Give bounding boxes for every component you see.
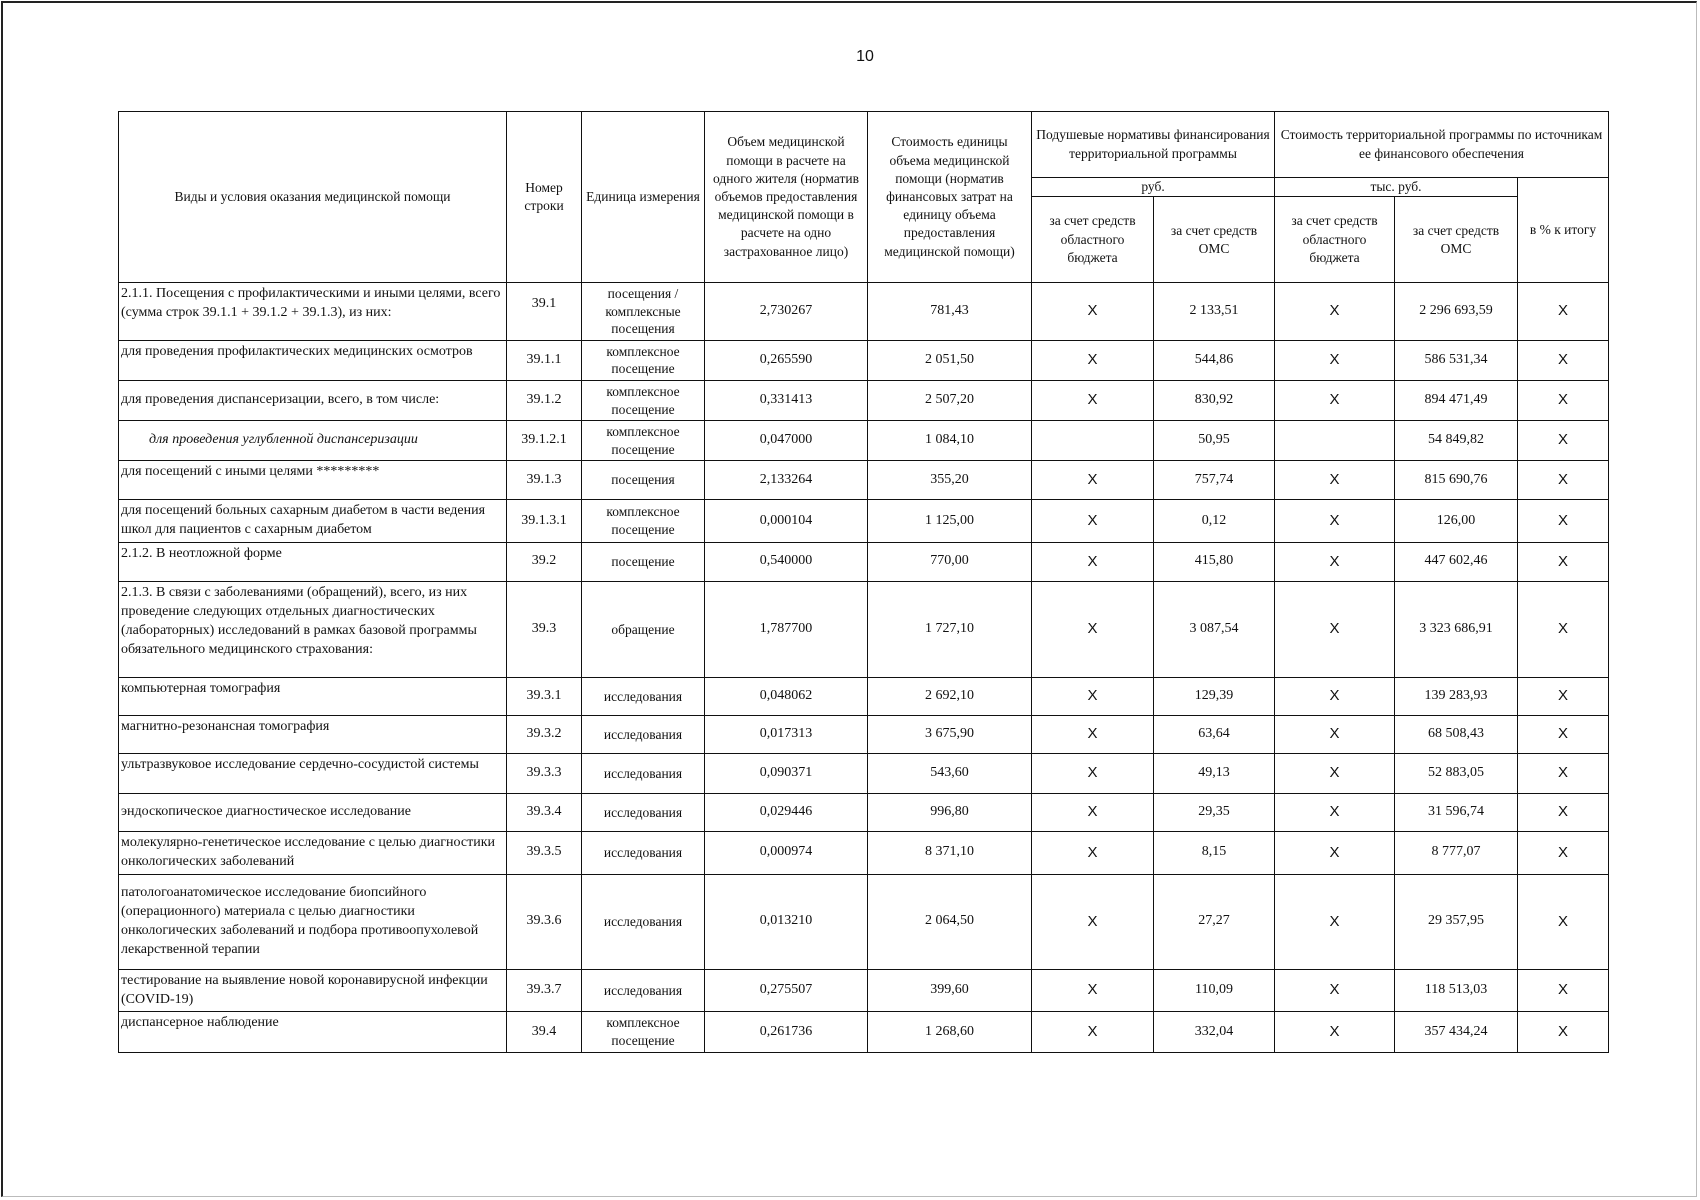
row-code: 39.3.6	[507, 874, 582, 969]
row-pc-oms: 8,15	[1154, 831, 1275, 874]
row-code: 39.1.3	[507, 461, 582, 500]
row-name: эндоскопическое диагностическое исследование	[119, 793, 507, 831]
row-tc-oms: 68 508,43	[1395, 715, 1518, 753]
row-tc-budget: X	[1275, 831, 1395, 874]
row-code: 39.3.4	[507, 793, 582, 831]
row-volume: 2,133264	[705, 461, 868, 500]
row-tc-budget: X	[1275, 581, 1395, 677]
header-row-number: Номер строки	[507, 112, 582, 283]
row-volume: 0,000974	[705, 831, 868, 874]
row-volume: 0,017313	[705, 715, 868, 753]
row-tc-oms: 31 596,74	[1395, 793, 1518, 831]
table-row	[119, 677, 1609, 715]
table-row	[119, 283, 1609, 341]
row-unit: исследования	[582, 793, 705, 831]
row-code: 39.3.5	[507, 831, 582, 874]
header-tc-oms: за счет средств ОМС	[1395, 197, 1518, 283]
row-code: 39.1.3.1	[507, 500, 582, 543]
row-code: 39.3.1	[507, 677, 582, 715]
header-pc-regional-budget: за счет средств областного бюджета	[1032, 197, 1154, 283]
row-name: для проведения профилактических медицинских осмотров	[119, 340, 507, 380]
row-tc-oms: 357 434,24	[1395, 1012, 1518, 1052]
row-unit: исследования	[582, 831, 705, 874]
row-unit-cost: 1 268,60	[868, 1012, 1032, 1052]
row-pc-budget: X	[1032, 581, 1154, 677]
table-row	[119, 1012, 1609, 1052]
table-row	[119, 500, 1609, 543]
row-code: 39.3.2	[507, 715, 582, 753]
row-unit: обращение	[582, 581, 705, 677]
table-row	[119, 753, 1609, 793]
row-pc-oms: 415,80	[1154, 542, 1275, 581]
row-volume: 0,265590	[705, 340, 868, 380]
row-pc-oms: 50,95	[1154, 421, 1275, 461]
row-tc-oms: 586 531,34	[1395, 340, 1518, 380]
row-tc-budget: X	[1275, 340, 1395, 380]
table-row	[119, 421, 1609, 461]
row-unit-cost: 355,20	[868, 461, 1032, 500]
row-unit: комплексное посещение	[582, 1012, 705, 1052]
row-unit: комплексное посещение	[582, 500, 705, 543]
row-unit: комплексное посещение	[582, 340, 705, 380]
row-tc-budget: X	[1275, 793, 1395, 831]
header-tc-regional-budget: за счет средств областного бюджета	[1275, 197, 1395, 283]
row-tc-oms: 52 883,05	[1395, 753, 1518, 793]
row-unit-cost: 543,60	[868, 753, 1032, 793]
row-code: 39.1.2	[507, 380, 582, 420]
row-unit-cost: 1 727,10	[868, 581, 1032, 677]
header-program-cost-group: Стоимость территориальной программы по источникам ее финансового обеспечения	[1275, 112, 1609, 178]
row-percent: X	[1518, 793, 1609, 831]
row-name: ультразвуковое исследование сердечно-сосудистой системы	[119, 753, 507, 793]
row-code: 39.1.1	[507, 340, 582, 380]
row-pc-oms: 2 133,51	[1154, 283, 1275, 341]
row-tc-budget: X	[1275, 677, 1395, 715]
row-unit: исследования	[582, 715, 705, 753]
row-pc-budget: X	[1032, 380, 1154, 420]
row-pc-budget: X	[1032, 715, 1154, 753]
row-volume: 1,787700	[705, 581, 868, 677]
row-pc-budget: X	[1032, 542, 1154, 581]
row-percent: X	[1518, 283, 1609, 341]
row-unit-cost: 2 064,50	[868, 874, 1032, 969]
row-volume: 0,048062	[705, 677, 868, 715]
row-unit-cost: 8 371,10	[868, 831, 1032, 874]
row-name: 2.1.1. Посещения с профилактическими и иными целями, всего (сумма строк 39.1.1 + 39.1.2 + 39.1.3), из них:	[119, 283, 507, 341]
row-name: 2.1.3. В связи с заболеваниями (обращений), всего, из них проведение следующих отдельных диагностических (лабораторных) исследований в рамках базовой программы обязательного медицинского страхования:	[119, 581, 507, 677]
table-row	[119, 831, 1609, 874]
row-unit: комплексное посещение	[582, 421, 705, 461]
row-code: 39.3	[507, 581, 582, 677]
row-pc-oms: 29,35	[1154, 793, 1275, 831]
row-percent: X	[1518, 340, 1609, 380]
row-tc-oms: 894 471,49	[1395, 380, 1518, 420]
table-row	[119, 715, 1609, 753]
row-pc-oms: 49,13	[1154, 753, 1275, 793]
row-pc-budget: X	[1032, 793, 1154, 831]
row-name: молекулярно-генетическое исследование с целью диагностики онкологических заболеваний	[119, 831, 507, 874]
row-name: тестирование на выявление новой коронавирусной инфекции (COVID-19)	[119, 969, 507, 1012]
row-tc-budget: X	[1275, 753, 1395, 793]
row-unit: посещения / комплексные посещения	[582, 283, 705, 341]
row-percent: X	[1518, 421, 1609, 461]
row-name: для посещений больных сахарным диабетом в части ведения школ для пациентов с сахарным диабетом	[119, 500, 507, 543]
row-unit: исследования	[582, 969, 705, 1012]
row-pc-budget	[1032, 421, 1154, 461]
row-unit-cost: 2 507,20	[868, 380, 1032, 420]
row-unit-cost: 781,43	[868, 283, 1032, 341]
row-unit: исследования	[582, 874, 705, 969]
row-tc-oms: 54 849,82	[1395, 421, 1518, 461]
table-row	[119, 581, 1609, 677]
table-row	[119, 340, 1609, 380]
row-code: 39.2	[507, 542, 582, 581]
row-code: 39.1.2.1	[507, 421, 582, 461]
table-body	[119, 283, 1609, 1052]
row-unit-cost: 3 675,90	[868, 715, 1032, 753]
row-name: для проведения углубленной диспансеризации	[119, 421, 507, 461]
row-pc-oms: 129,39	[1154, 677, 1275, 715]
row-percent: X	[1518, 500, 1609, 543]
row-percent: X	[1518, 831, 1609, 874]
row-unit: посещения	[582, 461, 705, 500]
row-percent: X	[1518, 542, 1609, 581]
page-number: 10	[856, 48, 874, 65]
table-row	[119, 969, 1609, 1012]
row-pc-budget: X	[1032, 1012, 1154, 1052]
row-unit-cost: 770,00	[868, 542, 1032, 581]
header-unit-cost: Стоимость единицы объема медицинской помощи (норматив финансовых затрат на единицу объема предоставления медицинской помощи)	[868, 112, 1032, 283]
row-unit-cost: 399,60	[868, 969, 1032, 1012]
row-volume: 0,261736	[705, 1012, 868, 1052]
row-volume: 0,047000	[705, 421, 868, 461]
row-pc-budget: X	[1032, 969, 1154, 1012]
row-percent: X	[1518, 380, 1609, 420]
row-pc-oms: 830,92	[1154, 380, 1275, 420]
row-volume: 0,331413	[705, 380, 868, 420]
row-code: 39.4	[507, 1012, 582, 1052]
row-name: для проведения диспансеризации, всего, в том числе:	[119, 380, 507, 420]
row-tc-oms: 2 296 693,59	[1395, 283, 1518, 341]
row-name: компьютерная томография	[119, 677, 507, 715]
row-volume: 0,013210	[705, 874, 868, 969]
financing-table	[118, 111, 1609, 1053]
row-tc-budget: X	[1275, 1012, 1395, 1052]
row-tc-oms: 139 283,93	[1395, 677, 1518, 715]
row-tc-oms: 3 323 686,91	[1395, 581, 1518, 677]
row-percent: X	[1518, 677, 1609, 715]
header-unit-rub: руб.	[1032, 178, 1275, 197]
table-row	[119, 793, 1609, 831]
row-pc-budget: X	[1032, 340, 1154, 380]
row-tc-budget: X	[1275, 461, 1395, 500]
row-unit-cost: 1 125,00	[868, 500, 1032, 543]
row-pc-budget: X	[1032, 677, 1154, 715]
row-pc-oms: 544,86	[1154, 340, 1275, 380]
row-percent: X	[1518, 874, 1609, 969]
row-pc-oms: 110,09	[1154, 969, 1275, 1012]
row-code: 39.3.7	[507, 969, 582, 1012]
row-percent: X	[1518, 581, 1609, 677]
row-volume: 0,540000	[705, 542, 868, 581]
row-name: 2.1.2. В неотложной форме	[119, 542, 507, 581]
row-volume: 0,029446	[705, 793, 868, 831]
row-pc-oms: 332,04	[1154, 1012, 1275, 1052]
row-percent: X	[1518, 461, 1609, 500]
row-volume: 2,730267	[705, 283, 868, 341]
row-volume: 0,090371	[705, 753, 868, 793]
row-tc-oms: 118 513,03	[1395, 969, 1518, 1012]
row-unit-cost: 2 051,50	[868, 340, 1032, 380]
row-unit: комплексное посещение	[582, 380, 705, 420]
row-name: магнитно-резонансная томография	[119, 715, 507, 753]
row-pc-budget: X	[1032, 831, 1154, 874]
row-tc-oms: 29 357,95	[1395, 874, 1518, 969]
table-row	[119, 874, 1609, 969]
row-name: диспансерное наблюдение	[119, 1012, 507, 1052]
row-tc-oms: 447 602,46	[1395, 542, 1518, 581]
header-volume: Объем медицинской помощи в расчете на одного жителя (норматив объемов предоставления медицинской помощи в расчете на одно застрахованное лицо)	[705, 112, 868, 283]
row-name: патологоанатомическое исследование биопсийного (операционного) материала с целью диагностики онкологических заболеваний и подбора противоопухолевой лекарственной терапии	[119, 874, 507, 969]
row-unit-cost: 996,80	[868, 793, 1032, 831]
row-unit-cost: 1 084,10	[868, 421, 1032, 461]
row-tc-budget: X	[1275, 500, 1395, 543]
header-per-capita-group: Подушевые нормативы финансирования территориальной программы	[1032, 112, 1275, 178]
header-unit: Единица измерения	[582, 112, 705, 283]
row-name: для посещений с иными целями *********	[119, 461, 507, 500]
header-pc-oms: за счет средств ОМС	[1154, 197, 1275, 283]
row-pc-oms: 27,27	[1154, 874, 1275, 969]
row-code: 39.3.3	[507, 753, 582, 793]
row-unit: исследования	[582, 753, 705, 793]
table-row	[119, 461, 1609, 500]
row-tc-oms: 126,00	[1395, 500, 1518, 543]
row-percent: X	[1518, 1012, 1609, 1052]
row-pc-oms: 63,64	[1154, 715, 1275, 753]
row-volume: 0,000104	[705, 500, 868, 543]
table-row	[119, 542, 1609, 581]
row-pc-budget: X	[1032, 874, 1154, 969]
row-tc-budget: X	[1275, 380, 1395, 420]
row-tc-budget: X	[1275, 542, 1395, 581]
row-unit: посещение	[582, 542, 705, 581]
row-pc-oms: 3 087,54	[1154, 581, 1275, 677]
row-tc-budget: X	[1275, 969, 1395, 1012]
header-name: Виды и условия оказания медицинской помощи	[119, 112, 507, 283]
row-volume: 0,275507	[705, 969, 868, 1012]
row-pc-oms: 0,12	[1154, 500, 1275, 543]
row-tc-budget	[1275, 421, 1395, 461]
row-pc-budget: X	[1032, 753, 1154, 793]
row-percent: X	[1518, 753, 1609, 793]
row-code: 39.1	[507, 283, 582, 341]
row-pc-budget: X	[1032, 461, 1154, 500]
row-pc-oms: 757,74	[1154, 461, 1275, 500]
header-unit-thousand-rub: тыс. руб.	[1275, 178, 1518, 197]
row-percent: X	[1518, 969, 1609, 1012]
row-pc-budget: X	[1032, 500, 1154, 543]
row-pc-budget: X	[1032, 283, 1154, 341]
row-tc-budget: X	[1275, 715, 1395, 753]
table-header	[119, 112, 1609, 283]
header-percent: в % к итогу	[1518, 178, 1609, 283]
row-unit: исследования	[582, 677, 705, 715]
row-tc-budget: X	[1275, 874, 1395, 969]
row-unit-cost: 2 692,10	[868, 677, 1032, 715]
row-tc-oms: 815 690,76	[1395, 461, 1518, 500]
row-tc-budget: X	[1275, 283, 1395, 341]
table-row	[119, 380, 1609, 420]
row-tc-oms: 8 777,07	[1395, 831, 1518, 874]
row-percent: X	[1518, 715, 1609, 753]
